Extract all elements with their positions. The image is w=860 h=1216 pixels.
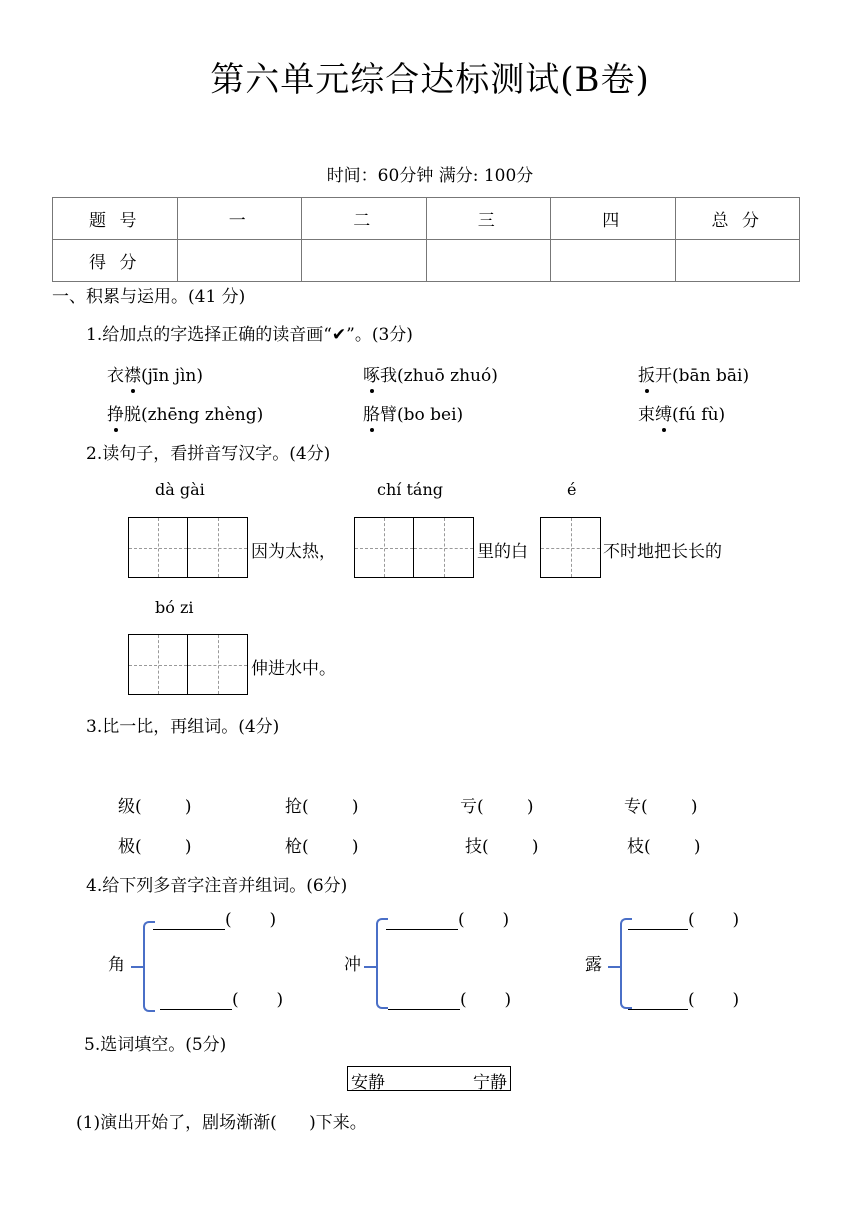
- q1-item[interactable]: 扳开(bān bāi): [638, 361, 749, 386]
- header-cell: 四: [551, 198, 676, 240]
- word-option: 安静: [351, 1073, 385, 1093]
- compare-item[interactable]: 抢( ): [285, 797, 359, 817]
- sentence-text: 不时地把长长的: [603, 542, 722, 562]
- compare-item[interactable]: 级( ): [118, 797, 192, 817]
- q5-sentence-1[interactable]: (1)演出开始了，剧场渐渐( )下来。: [76, 1113, 367, 1133]
- compare-item[interactable]: 枝( ): [627, 837, 701, 857]
- answer-line[interactable]: ( ): [388, 990, 511, 1010]
- score-cell[interactable]: [675, 240, 800, 282]
- polyphone-char: 露: [585, 955, 602, 975]
- q1-item[interactable]: 啄我(zhuō zhuó): [363, 361, 498, 386]
- score-cell[interactable]: [302, 240, 427, 282]
- sentence-text: 伸进水中。: [251, 659, 336, 679]
- header-cell: 总 分: [675, 198, 800, 240]
- row-label: 得 分: [53, 240, 178, 282]
- answer-line[interactable]: ( ): [160, 990, 283, 1010]
- header-cell: 一: [177, 198, 302, 240]
- header-cell: 三: [426, 198, 551, 240]
- writing-grid[interactable]: [354, 517, 474, 578]
- score-table: [52, 197, 800, 282]
- pinyin-label: dà gài: [155, 480, 205, 499]
- compare-item[interactable]: 专( ): [624, 797, 698, 817]
- writing-grid[interactable]: [540, 517, 601, 578]
- score-cell[interactable]: [426, 240, 551, 282]
- q1-prompt: 1.给加点的字选择正确的读音画“✔”。(3分): [86, 325, 413, 345]
- compare-item[interactable]: 亏( ): [460, 797, 534, 817]
- pinyin-label: é: [567, 480, 577, 499]
- score-cell[interactable]: [551, 240, 676, 282]
- q1-item[interactable]: 胳臂(bo bei): [363, 400, 463, 425]
- score-table-header-row: [53, 198, 800, 240]
- word-option: 宁静: [473, 1073, 507, 1093]
- sentence-text: 因为太热，: [251, 542, 336, 562]
- answer-line[interactable]: ( ): [386, 910, 509, 930]
- word-choice-box: [347, 1066, 511, 1091]
- answer-line[interactable]: ( ): [628, 990, 739, 1010]
- answer-line[interactable]: ( ): [628, 910, 739, 930]
- compare-item[interactable]: 枪( ): [285, 837, 359, 857]
- writing-grid[interactable]: [128, 634, 248, 695]
- pinyin-label: bó zi: [155, 598, 194, 617]
- q5-prompt: 5.选词填空。(5分): [84, 1035, 227, 1055]
- q4-prompt: 4.给下列多音字注音并组词。(6分): [86, 876, 348, 896]
- score-cell[interactable]: [177, 240, 302, 282]
- header-cell: 题 号: [53, 198, 178, 240]
- header-cell: 二: [302, 198, 427, 240]
- compare-item[interactable]: 极( ): [118, 837, 192, 857]
- sentence-text: 里的白: [477, 542, 528, 562]
- score-table-score-row: [53, 240, 800, 282]
- q1-item[interactable]: 挣脱(zhēng zhèng): [107, 400, 263, 425]
- answer-line[interactable]: ( ): [153, 910, 276, 930]
- exam-info: 时间：60分钟 满分: 100分: [326, 166, 534, 186]
- q3-prompt: 3.比一比，再组词。(4分): [86, 717, 280, 737]
- q1-item[interactable]: 衣襟(jīn jìn): [107, 361, 203, 386]
- q2-prompt: 2.读句子，看拼音写汉字。(4分): [86, 444, 331, 464]
- compare-item[interactable]: 技( ): [465, 837, 539, 857]
- pinyin-label: chí táng: [377, 480, 443, 499]
- polyphone-char: 角: [108, 955, 125, 975]
- section-1-heading: 一、积累与运用。(41 分): [52, 287, 246, 307]
- page-title: 第六单元综合达标测试(B卷): [210, 60, 650, 100]
- polyphone-char: 冲: [344, 955, 361, 975]
- writing-grid[interactable]: [128, 517, 248, 578]
- q1-item[interactable]: 束缚(fú fù): [638, 400, 725, 425]
